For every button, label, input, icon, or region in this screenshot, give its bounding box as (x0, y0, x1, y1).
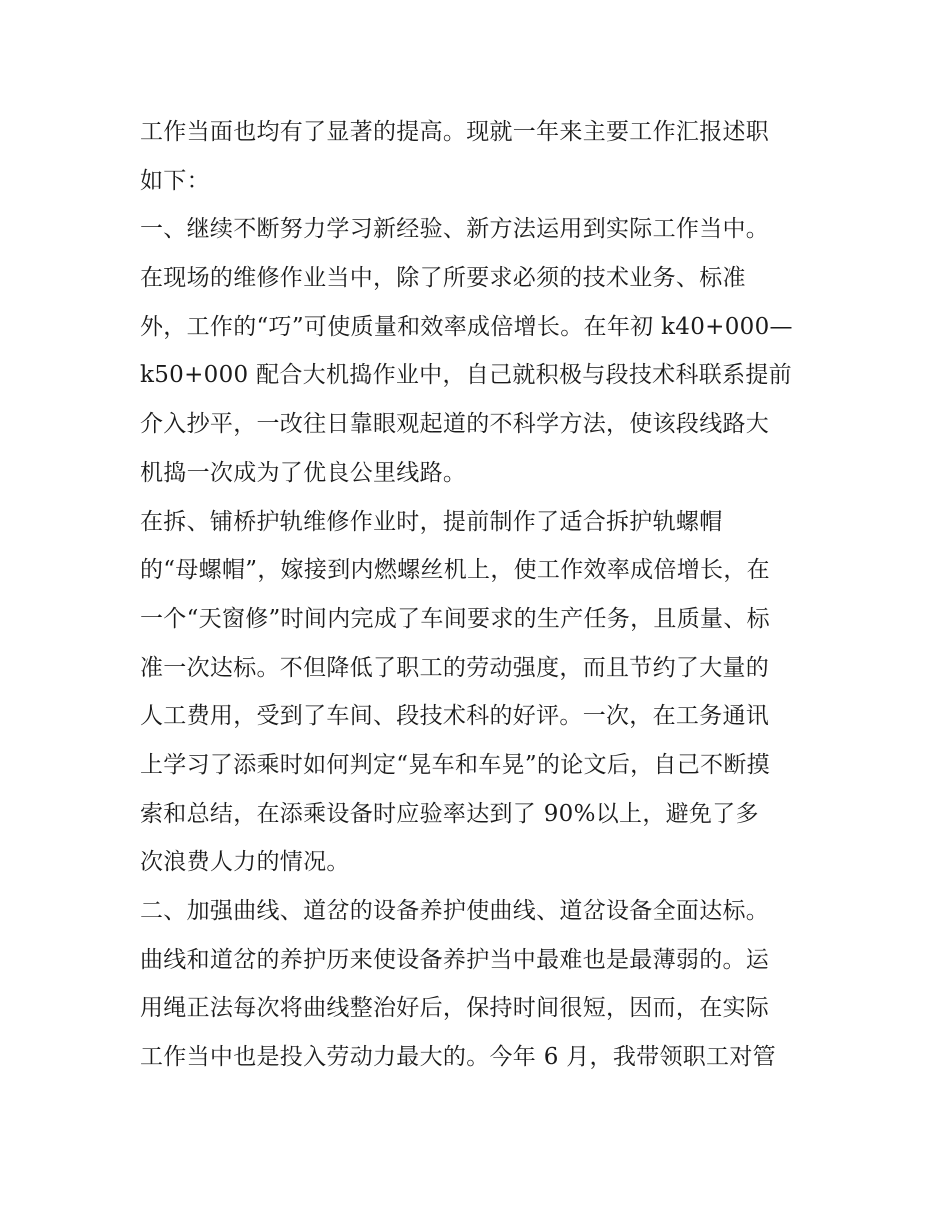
text-line: 工作当中也是投入劳动力最大的。今年 6 月，我带领职工对管 (140, 1044, 776, 1071)
text-line: 的“母螺帽”，嫁接到内燃螺丝机上，使工作效率成倍增长，在 (140, 557, 770, 584)
text-line: 用绳正法每次将曲线整治好后，保持时间很短，因而，在实际 (140, 995, 770, 1022)
text-line: 如下： (140, 167, 210, 194)
text-line: 在拆、铺桥护轨维修作业时，提前制作了适合拆护轨螺帽 (140, 508, 723, 535)
text-line: 次浪费人力的情况。 (140, 849, 350, 876)
text-line: 工作当面也均有了显著的提高。现就一年来主要工作汇报述职 (140, 119, 770, 145)
section-heading: 一、继续不断努力学习新经验、新方法运用到实际工作当中。 (140, 216, 770, 243)
text-line: k50+000 配合大机捣作业中，自己就积极与段技术科联系提前 (140, 362, 792, 389)
text-line: 索和总结，在添乘设备时应验率达到了 90%以上，避免了多 (140, 800, 759, 827)
text-line: 在现场的维修作业当中，除了所要求必须的技术业务、标准 (140, 265, 746, 292)
text-line: 准一次达标。不但降低了职工的劳动强度，而且节约了大量的 (140, 654, 770, 681)
text-line: 一个“天窗修”时间内完成了车间要求的生产任务，且质量、标 (140, 605, 770, 632)
body-text (140, 108, 820, 1082)
section-heading: 二、加强曲线、道岔的设备养护使曲线、道岔设备全面达标。 (140, 898, 770, 924)
text-line: 机捣一次成为了优良公里线路。 (140, 459, 467, 486)
text-line: 上学习了添乘时如何判定“晃车和车晃”的论文后，自己不断摸 (140, 751, 770, 778)
text-line: 外，工作的“巧”可使质量和效率成倍增长。在年初 k40+000— (140, 313, 793, 340)
text-line: 人工费用，受到了车间、段技术科的好评。一次，在工务通讯 (140, 703, 770, 730)
text-line: 曲线和道岔的养护历来使设备养护当中最难也是最薄弱的。运 (140, 946, 770, 973)
text-line: 介入抄平，一改往日靠眼观起道的不科学方法，使该段线路大 (140, 411, 770, 438)
